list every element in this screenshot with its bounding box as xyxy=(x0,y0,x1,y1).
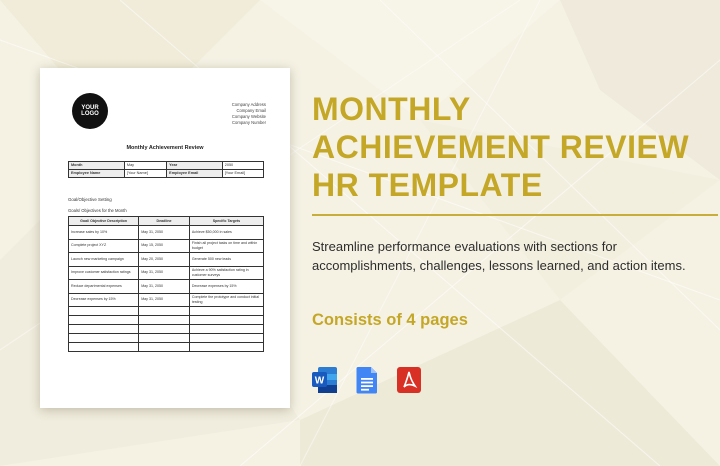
table-cell: Decrease expenses by 15% xyxy=(189,280,263,294)
table-cell xyxy=(139,343,190,352)
table-cell: Improve customer satisfaction ratings xyxy=(69,266,139,280)
svg-text:W: W xyxy=(314,375,325,387)
company-info xyxy=(232,102,266,126)
goals-table xyxy=(68,216,264,352)
company-email: Company Email xyxy=(236,108,266,113)
table-cell: Complete project XYZ xyxy=(69,239,139,253)
table-row-empty xyxy=(69,325,264,334)
table-cell xyxy=(69,307,139,316)
table-row xyxy=(69,239,264,253)
logo-line-2: LOGO xyxy=(81,111,99,117)
table-cell xyxy=(69,325,139,334)
table-row-empty xyxy=(69,307,264,316)
page-count: Consists of 4 pages xyxy=(312,311,468,329)
logo-placeholder xyxy=(72,93,108,129)
employee-email-value: [Your Email] xyxy=(222,170,263,178)
template-description: Streamline performance evaluations with sections for accomplishments, challenges, lessons learned, and action items. xyxy=(312,239,686,273)
employee-name-value: [Your Name] xyxy=(124,170,166,178)
column-header: Specific Targets xyxy=(189,217,263,226)
format-icons xyxy=(312,366,422,394)
table-cell: May 31, 2050 xyxy=(139,293,190,307)
column-header: Goal/ Objective Description xyxy=(69,217,139,226)
document-preview xyxy=(40,68,290,408)
table-row xyxy=(69,226,264,240)
table-cell xyxy=(139,325,190,334)
table-row xyxy=(69,280,264,294)
section-subheading: Goals/ Objectives for the Month xyxy=(68,208,127,213)
table-cell xyxy=(139,334,190,343)
divider xyxy=(312,214,718,216)
table-cell xyxy=(189,307,263,316)
month-value: May xyxy=(124,162,166,170)
company-address: Company Address xyxy=(231,102,266,107)
company-website: Company Website xyxy=(231,114,266,119)
table-cell: Complete the prototype and conduct initial testing xyxy=(189,293,263,307)
section-heading: Goal/Objective Setting xyxy=(68,197,112,202)
table-cell xyxy=(189,316,263,325)
table-row-empty xyxy=(69,334,264,343)
table-header-row xyxy=(69,217,264,226)
title-line-1: MONTHLY xyxy=(312,91,471,127)
table-cell: Achieve $50,000 in sales xyxy=(189,226,263,240)
table-cell xyxy=(69,316,139,325)
table-cell: Reduce departmental expenses xyxy=(69,280,139,294)
table-cell xyxy=(69,334,139,343)
table-cell: May 20, 2050 xyxy=(139,253,190,267)
table-cell: Achieve a 90% satisfaction rating in customer surveys xyxy=(189,266,263,280)
table-cell: Decrease expenses by 15% xyxy=(69,293,139,307)
table-cell: May 31, 2050 xyxy=(139,266,190,280)
table-cell: May 31, 2050 xyxy=(139,226,190,240)
table-cell: Generate 500 new leads xyxy=(189,253,263,267)
template-title xyxy=(312,90,712,204)
pdf-icon[interactable] xyxy=(396,366,422,394)
title-line-2: ACHIEVEMENT REVIEW xyxy=(312,129,690,165)
table-row xyxy=(69,253,264,267)
table-row-empty xyxy=(69,343,264,352)
year-value: 2050 xyxy=(222,162,263,170)
month-label: Month xyxy=(69,162,125,170)
table-cell: Finish all project tasks on time and within budget xyxy=(189,239,263,253)
table-cell xyxy=(139,316,190,325)
table-row xyxy=(69,266,264,280)
company-number: Company Number xyxy=(232,120,266,125)
column-header: Deadline xyxy=(139,217,190,226)
google-docs-icon[interactable] xyxy=(354,366,380,394)
employee-name-label: Employee Name xyxy=(69,170,125,178)
table-cell: Launch new marketing campaign xyxy=(69,253,139,267)
logo-line-1: YOUR xyxy=(81,104,99,111)
table-row xyxy=(69,293,264,307)
table-cell xyxy=(189,334,263,343)
employee-info-table xyxy=(68,161,264,178)
table-cell xyxy=(69,343,139,352)
table-row-empty xyxy=(69,316,264,325)
table-cell: Increase sales by 10% xyxy=(69,226,139,240)
year-label: Year xyxy=(167,162,223,170)
table-cell xyxy=(139,307,190,316)
word-icon[interactable] xyxy=(312,366,338,394)
table-cell xyxy=(189,343,263,352)
table-cell: May 31, 2050 xyxy=(139,280,190,294)
employee-email-label: Employee Email xyxy=(167,170,223,178)
title-line-3: HR TEMPLATE xyxy=(312,167,543,203)
table-cell: May 15, 2050 xyxy=(139,239,190,253)
table-cell xyxy=(189,325,263,334)
document-title: Monthly Achievement Review xyxy=(126,145,204,151)
